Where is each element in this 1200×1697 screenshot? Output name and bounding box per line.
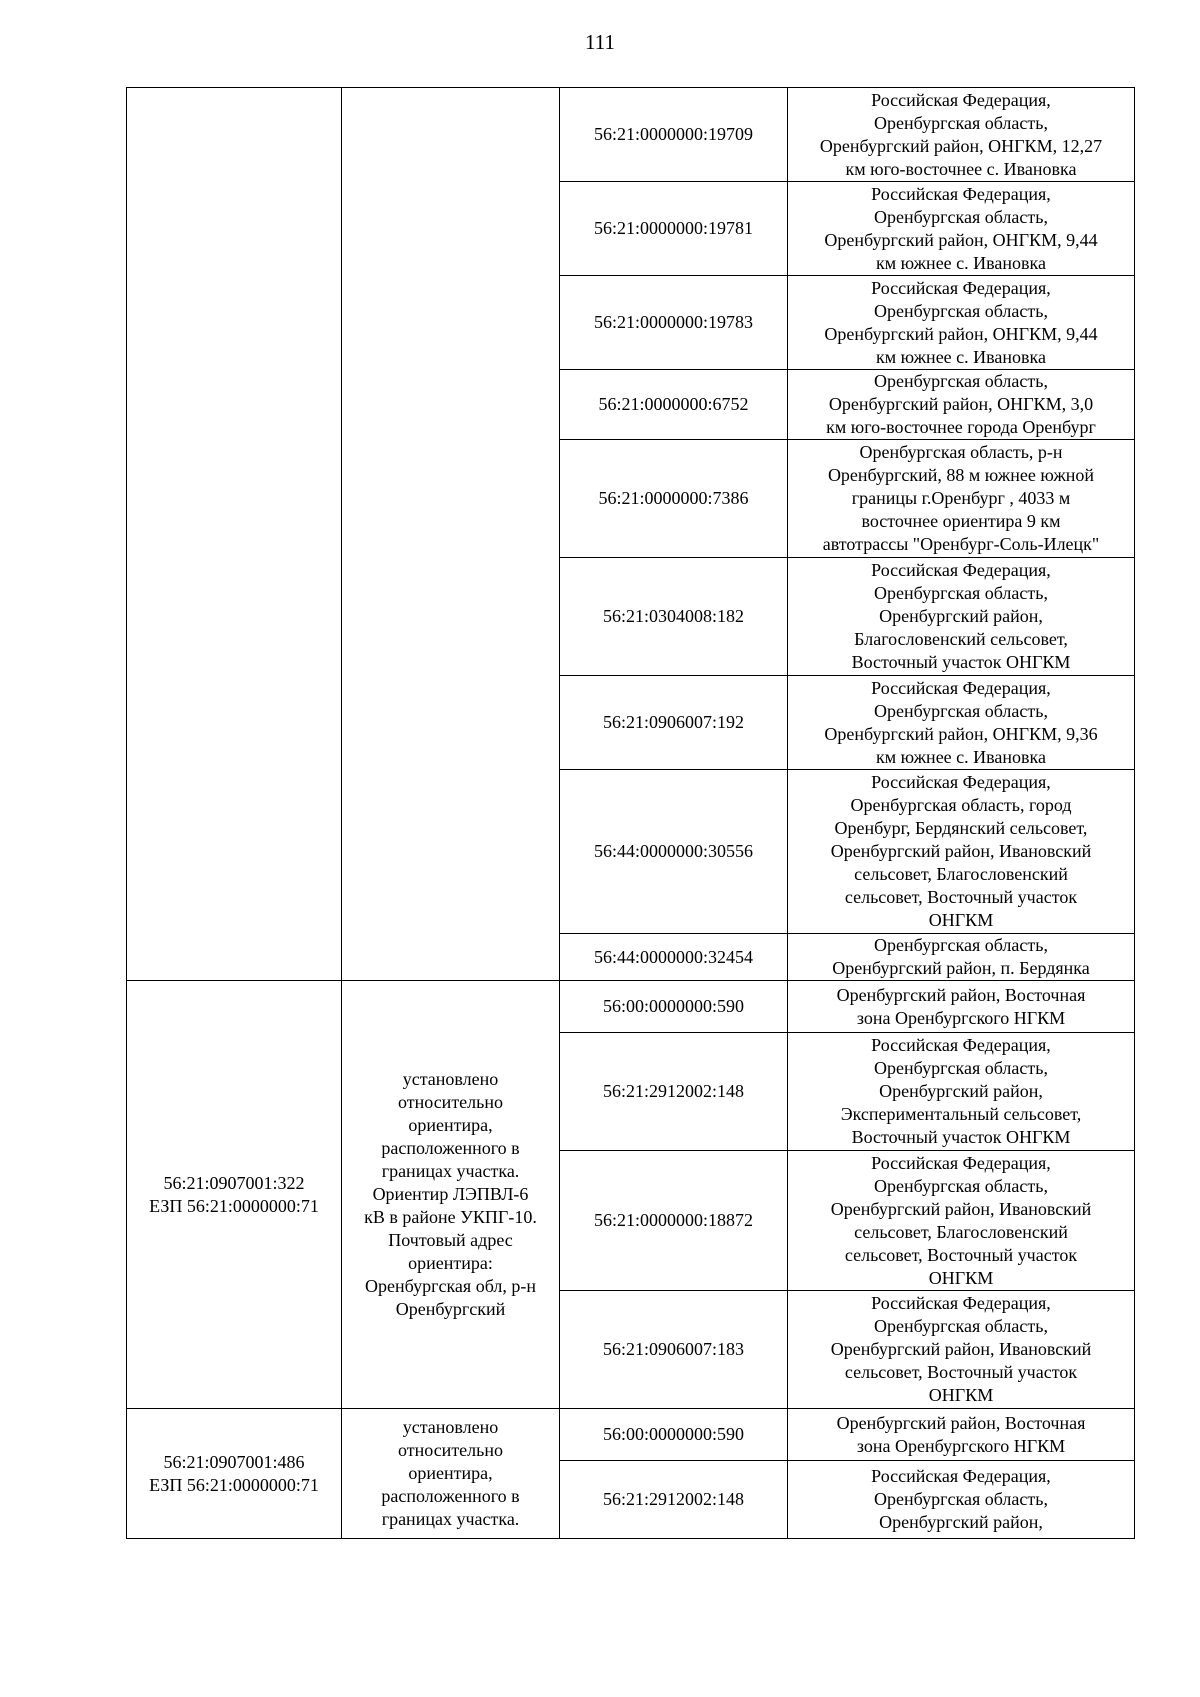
- parcel-address-line: Оренбургский район, Восточная: [836, 984, 1086, 1005]
- orientation-cell: [342, 981, 560, 1409]
- parcel-address-line: Восточный участок ОНГКМ: [851, 652, 1071, 672]
- object-cadastral-line: 56:21:0907001:486: [163, 1451, 305, 1472]
- parcel-address-line: Оренбургская область,: [874, 700, 1048, 721]
- parcel-address-line: Оренбургский район,: [879, 606, 1043, 626]
- parcel-address-line: автотрассы "Оренбург-Соль-Илецк": [822, 534, 1100, 554]
- parcel-address-line: км юго-восточнее с. Ивановка: [845, 158, 1077, 179]
- orientation-line: относительно: [397, 1092, 503, 1112]
- parcel-address-cell: [788, 276, 1135, 370]
- table-row: [127, 1409, 1135, 1461]
- parcel-address-line: км южнее с. Ивановка: [875, 252, 1046, 273]
- parcel-address-line: Оренбургская область,: [874, 371, 1048, 391]
- parcel-address-line: Российская Федерация,: [871, 1293, 1051, 1313]
- parcel-address-line: Восточный участок ОНГКМ: [851, 1127, 1071, 1147]
- parcel-address-line: Оренбургская область,: [874, 1058, 1048, 1078]
- parcel-address-line: Российская Федерация,: [871, 560, 1051, 580]
- orientation-line: кВ в районе УКПГ-10.: [364, 1207, 537, 1227]
- table-row: [127, 981, 1135, 1033]
- parcel-cadastral-number: 56:21:0000000:18872: [560, 1151, 788, 1291]
- parcel-address-line: км южнее с. Ивановка: [875, 746, 1046, 767]
- parcel-address-cell: [788, 370, 1135, 440]
- orientation-cell: [342, 88, 560, 981]
- parcel-address-cell: [788, 981, 1135, 1033]
- parcel-address-line: Оренбургская область,: [874, 583, 1048, 603]
- parcel-address-cell: [788, 676, 1135, 770]
- parcel-cadastral-number: 56:21:0000000:6752: [560, 370, 788, 440]
- parcel-address-line: Оренбургский район, ОНГКМ, 9,44: [824, 323, 1098, 344]
- land-plots-table: [126, 87, 1135, 1539]
- parcel-address-cell: [788, 1033, 1135, 1151]
- parcel-address-line: км южнее с. Ивановка: [875, 346, 1046, 367]
- parcel-address-line: сельсовет, Благословенский: [854, 1221, 1068, 1242]
- parcel-address-line: Российская Федерация,: [871, 772, 1051, 792]
- parcel-address-line: Оренбургский район, ОНГКМ, 9,36: [824, 723, 1098, 744]
- parcel-address-line: сельсовет, Благословенский: [854, 864, 1068, 884]
- parcel-address-line: Оренбургский район, Ивановский: [830, 1198, 1092, 1219]
- parcel-address-line: Оренбургская область, город: [850, 795, 1072, 815]
- parcel-address-cell: [788, 1409, 1135, 1461]
- parcel-address-line: границы г.Оренбург , 4033 м: [851, 488, 1071, 508]
- parcel-address-line: Благословенский сельсовет,: [854, 629, 1068, 649]
- parcel-cadastral-number: 56:44:0000000:30556: [560, 770, 788, 934]
- parcel-address-line: Оренбургская область, р-н: [859, 442, 1063, 462]
- parcel-address-cell: [788, 934, 1135, 981]
- table-row: [127, 88, 1135, 182]
- page-number: 111: [585, 30, 615, 54]
- object-cadastral-line: ЕЗП 56:21:0000000:71: [149, 1474, 319, 1495]
- parcel-cadastral-number: 56:21:0000000:19783: [560, 276, 788, 370]
- parcel-address-line: сельсовет, Восточный участок: [844, 887, 1078, 907]
- parcel-address-cell: [788, 770, 1135, 934]
- orientation-line: ориентира,: [408, 1115, 493, 1135]
- parcel-cadastral-number: 56:21:0906007:183: [560, 1291, 788, 1409]
- object-cadastral-cell: [127, 88, 342, 981]
- parcel-address-line: ОНГКМ: [928, 910, 994, 930]
- object-cadastral-line: ЕЗП 56:21:0000000:71: [149, 1195, 319, 1216]
- parcel-cadastral-number: 56:44:0000000:32454: [560, 934, 788, 981]
- parcel-cadastral-number: 56:21:0906007:192: [560, 676, 788, 770]
- parcel-address-line: Оренбургская область,: [874, 300, 1048, 321]
- parcel-address-line: Оренбургская область,: [874, 206, 1048, 227]
- orientation-line: установлено: [402, 1417, 499, 1437]
- parcel-address-line: ОНГКМ: [928, 1267, 994, 1288]
- parcel-address-line: Оренбургская область,: [874, 935, 1048, 955]
- parcel-cadastral-number: 56:21:2912002:148: [560, 1033, 788, 1151]
- parcel-address-line: Оренбургский район, ОНГКМ, 12,27: [819, 135, 1103, 156]
- parcel-address-line: Оренбургский район, Восточная: [836, 1412, 1086, 1433]
- parcel-address-cell: [788, 440, 1135, 558]
- orientation-line: относительно: [397, 1440, 503, 1460]
- parcel-address-line: Российская Федерация,: [871, 677, 1051, 698]
- parcel-address-line: Оренбургский район, Ивановский: [830, 841, 1092, 861]
- parcel-address-line: Оренбург, Бердянский сельсовет,: [834, 818, 1088, 838]
- parcel-address-line: Российская Федерация,: [871, 1152, 1051, 1173]
- orientation-line: Оренбургский: [395, 1299, 506, 1319]
- parcel-address-line: сельсовет, Восточный участок: [844, 1362, 1078, 1382]
- orientation-line: границах участка.: [381, 1161, 520, 1181]
- parcel-address-line: Оренбургский район, ОНГКМ, 9,44: [824, 229, 1098, 250]
- orientation-line: Почтовый адрес: [388, 1230, 513, 1250]
- parcel-address-line: Российская Федерация,: [871, 89, 1051, 110]
- orientation-line: Ориентир ЛЭПВЛ-6: [372, 1184, 529, 1204]
- orientation-line: расположенного в: [381, 1138, 520, 1158]
- parcel-address-cell: [788, 558, 1135, 676]
- parcel-cadastral-number: 56:21:0304008:182: [560, 558, 788, 676]
- parcel-address-line: Оренбургский район, п. Бердянка: [832, 958, 1090, 978]
- parcel-address-line: Оренбургская область,: [874, 1489, 1048, 1509]
- parcel-address-line: Оренбургский, 88 м южнее южной: [827, 465, 1095, 485]
- parcel-address-cell: [788, 1461, 1135, 1539]
- parcel-address-line: Оренбургский район,: [879, 1081, 1043, 1101]
- parcel-address-line: зона Оренбургского НГКМ: [856, 1007, 1066, 1028]
- orientation-line: границах участка.: [381, 1509, 520, 1529]
- parcel-cadastral-number: 56:21:0000000:19709: [560, 88, 788, 182]
- orientation-cell: [342, 1409, 560, 1539]
- parcel-address-cell: [788, 182, 1135, 276]
- parcel-cadastral-number: 56:21:2912002:148: [560, 1461, 788, 1539]
- parcel-address-line: Оренбургская область,: [874, 112, 1048, 133]
- orientation-line: расположенного в: [381, 1486, 520, 1506]
- parcel-address-line: Российская Федерация,: [871, 277, 1051, 298]
- parcel-cadastral-number: 56:21:0000000:19781: [560, 182, 788, 276]
- parcel-cadastral-number: 56:00:0000000:590: [560, 1409, 788, 1461]
- parcel-address-line: км юго-восточнее города Оренбург: [826, 417, 1096, 437]
- parcel-address-line: сельсовет, Восточный участок: [844, 1244, 1078, 1265]
- object-cadastral-line: 56:21:0907001:322: [163, 1172, 305, 1193]
- parcel-address-cell: [788, 88, 1135, 182]
- parcel-address-line: Оренбургский район,: [879, 1512, 1043, 1532]
- parcel-cadastral-number: 56:21:0000000:7386: [560, 440, 788, 558]
- orientation-line: установлено: [402, 1069, 499, 1089]
- object-cadastral-cell: [127, 1409, 342, 1539]
- object-cadastral-cell: [127, 981, 342, 1409]
- parcel-address-cell: [788, 1151, 1135, 1291]
- parcel-address-line: Оренбургский район, Ивановский: [830, 1339, 1092, 1359]
- orientation-line: Оренбургская обл, р-н: [364, 1276, 537, 1296]
- orientation-line: ориентира,: [408, 1463, 493, 1483]
- parcel-address-line: Российская Федерация,: [871, 1035, 1051, 1055]
- parcel-address-line: зона Оренбургского НГКМ: [856, 1435, 1066, 1456]
- parcel-cadastral-number: 56:00:0000000:590: [560, 981, 788, 1033]
- parcel-address-line: Экспериментальный сельсовет,: [840, 1104, 1082, 1124]
- parcel-address-line: восточнее ориентира 9 км: [861, 511, 1061, 531]
- parcel-address-line: Оренбургская область,: [874, 1316, 1048, 1336]
- orientation-line: ориентира:: [408, 1253, 493, 1273]
- parcel-address-line: ОНГКМ: [928, 1385, 994, 1405]
- parcel-address-cell: [788, 1291, 1135, 1409]
- parcel-address-line: Оренбургская область,: [874, 1175, 1048, 1196]
- parcel-address-line: Российская Федерация,: [871, 1466, 1051, 1486]
- parcel-address-line: Оренбургский район, ОНГКМ, 3,0: [828, 394, 1094, 414]
- parcel-address-line: Российская Федерация,: [871, 183, 1051, 204]
